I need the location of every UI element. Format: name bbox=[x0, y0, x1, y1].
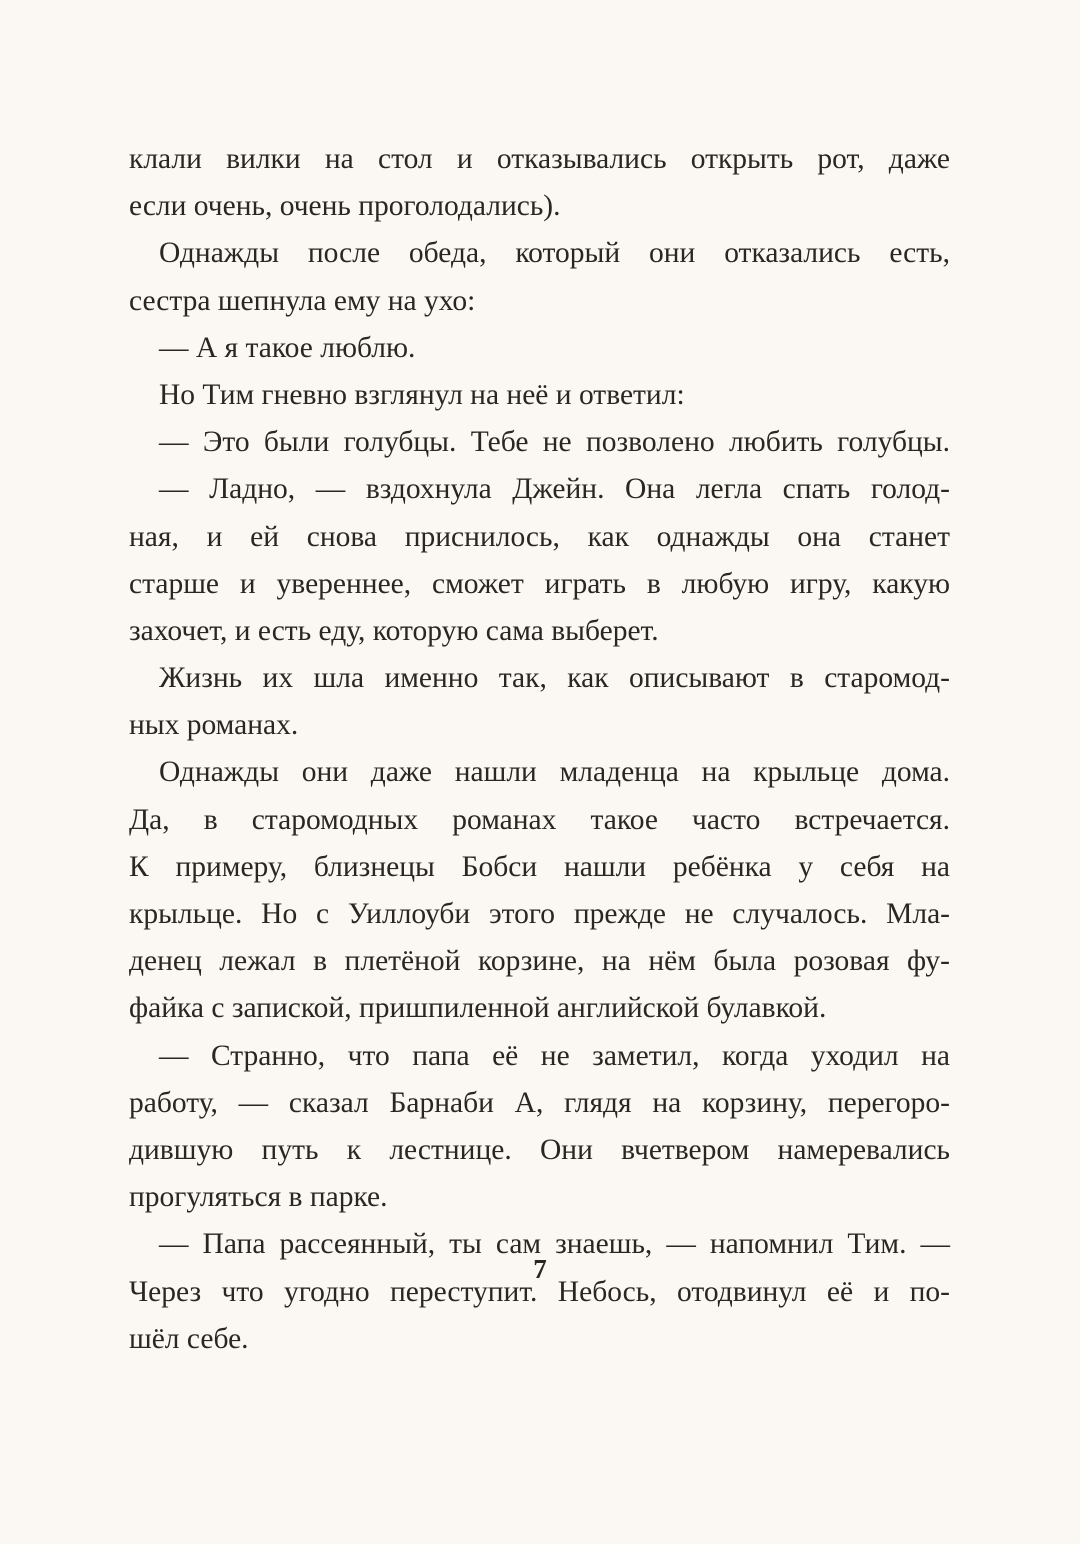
text-line: сестра шепнула ему на ухо: bbox=[129, 284, 476, 317]
body-text bbox=[129, 136, 950, 1363]
text-line: — Это были голубцы. Тебе не позволено любить голубцы. bbox=[159, 426, 950, 459]
text-line: Жизнь их шла именно так, как описывают в старомод- bbox=[159, 662, 950, 695]
text-line: если очень, очень проголодались). bbox=[129, 190, 561, 223]
text-line: — А я такое люблю. bbox=[159, 331, 416, 364]
text-line: работу, — сказал Барнаби А, глядя на корзину, перегоро- bbox=[129, 1086, 950, 1119]
page-number: 7 bbox=[533, 1254, 547, 1284]
text-line: шёл себе. bbox=[129, 1322, 249, 1355]
text-line: захочет, и есть еду, которую сама выберет. bbox=[129, 614, 659, 647]
text-line: Однажды после обеда, который они отказались есть, bbox=[159, 237, 950, 270]
text-line: крыльце. Но с Уиллоуби этого прежде не случалось. Мла- bbox=[129, 898, 950, 930]
text-line: — Ладно, — вздохнула Джейн. Она легла спать голод- bbox=[159, 473, 950, 506]
text-line: — Папа рассеянный, ты сам знаешь, — напомнил Тим. — bbox=[159, 1228, 950, 1261]
text-line: старше и увереннее, сможет играть в любую игру, какую bbox=[129, 567, 950, 600]
text-line: денец лежал в плетёной корзине, на нём была розовая фу- bbox=[129, 945, 950, 978]
text-line: — Странно, что папа её не заметил, когда уходил на bbox=[159, 1039, 950, 1072]
text-line: прогуляться в парке. bbox=[129, 1181, 388, 1214]
text-line: Но Тим гневно взглянул на неё и ответил: bbox=[159, 378, 685, 411]
text-line: файка с запиской, пришпиленной английской булавкой. bbox=[129, 992, 827, 1025]
text-line: Через что угодно переступит. Небось, отодвинул её и по- bbox=[129, 1275, 950, 1308]
text-line: Однажды они даже нашли младенца на крыльце дома. bbox=[159, 756, 950, 789]
text-line: Да, в старомодных романах такое часто встречается. bbox=[129, 803, 950, 836]
text-line: ных романах. bbox=[129, 709, 299, 742]
text-line: ная, и ей снова приснилось, как однажды она станет bbox=[129, 520, 950, 553]
text-line: дившую путь к лестнице. Они вчетвером намеревались bbox=[129, 1133, 950, 1166]
text-line: клали вилки на стол и отказывались открыть рот, даже bbox=[129, 143, 950, 175]
text-line: К примеру, близнецы Бобси нашли ребёнка у себя на bbox=[129, 850, 950, 883]
